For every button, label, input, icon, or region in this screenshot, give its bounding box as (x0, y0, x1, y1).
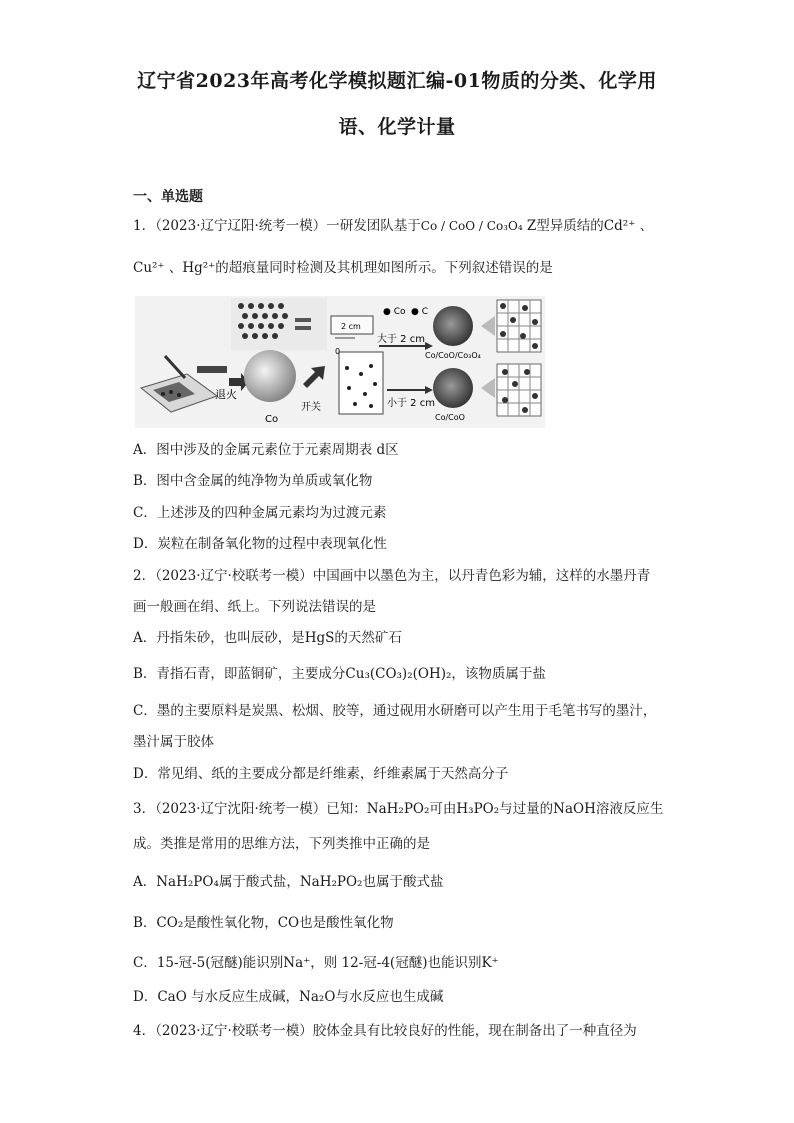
legend-c: ● C (411, 307, 428, 317)
label-zero: 0 (335, 347, 341, 356)
label-product-2: Co/CoO (435, 413, 465, 422)
question-2-stem-line-2: 画一般画在绢、纸上。下列说法错误的是 (133, 599, 376, 615)
product-particle-2-icon (433, 368, 473, 408)
question-3-stem-line-2: 成。类推是常用的思维方法，下列类推中正确的是 (133, 836, 430, 852)
q3-option-b: B．CO₂是酸性氧化物，CO也是酸性氧化物 (133, 915, 394, 931)
q2-option-c: C．墨的主要原料是炭黑、松烟、胶等，通过砚用水研磨可以产生用于毛笔书写的墨汁， (133, 703, 657, 719)
q2-option-c-continued: 墨汁属于胶体 (133, 734, 214, 750)
label-less-than-2cm: 小于 2 cm (387, 398, 435, 409)
q1-option-a: A．图中涉及的金属元素位于元素周期表 d区 (133, 442, 399, 458)
label-switch: 开关 (301, 402, 321, 413)
document-title-line-1: 辽宁省2023年高考化学模拟题汇编-01物质的分类、化学用 (137, 70, 657, 92)
q2-option-d: D．常见绢、纸的主要成分都是纤维素，纤维素属于天然高分子 (133, 766, 509, 782)
mechanism-figure (135, 296, 545, 428)
label-2cm: 2 cm (341, 322, 361, 331)
q1-option-c: C．上述涉及的四种金属元素均为过渡元素 (133, 505, 387, 521)
question-1-stem-line-2: Cu²⁺ 、Hg²⁺的超痕量同时检测及其机理如图所示。下列叙述错误的是 (133, 260, 553, 276)
product-particle-1-icon (433, 306, 473, 346)
q2-option-a: A．丹指朱砂，也叫辰砂，是HgS的天然矿石 (133, 630, 402, 646)
q1-stem-b: Z型异质结的Cd²⁺ 、 (522, 218, 654, 234)
q3-option-a: A．NaH₂PO₄属于酸式盐，NaH₂PO₂也属于酸式盐 (133, 874, 444, 890)
q1-option-d: D．炭粒在制备氧化物的过程中表现氧化性 (133, 536, 387, 552)
q2-option-b: B．青指石青，即蓝铜矿，主要成分Cu₃(CO₃)₂(OH)₂，该物质属于盐 (133, 666, 546, 682)
q1-option-b: B．图中含金属的纯净物为单质或氧化物 (133, 473, 373, 489)
document-title-line-2: 语、化学计量 (338, 116, 456, 138)
question-1-stem-line-1 (133, 216, 653, 236)
q1-formula: Co / CoO / Co₃O₄ (420, 219, 523, 233)
lattice-pattern-left (231, 298, 327, 350)
label-co: Co (265, 414, 279, 425)
q3-option-d: D．CaO 与水反应生成碱，Na₂O与水反应也生成碱 (133, 989, 444, 1005)
question-3-stem-line-1: 3．（2023·辽宁沈阳·统考一模）已知：NaH₂PO₂可由H₃PO₂与过量的NaOH溶液反应生 (133, 801, 664, 817)
co-sphere-icon (244, 350, 296, 402)
legend-co: ● Co (383, 307, 406, 317)
label-anneal: 退火 (215, 388, 237, 401)
section-heading: 一、单选题 (133, 189, 203, 205)
heating-element-icon (197, 366, 227, 373)
label-product-1: Co/CoO/Co₃O₄ (425, 351, 481, 360)
question-2-stem-line-1: 2．（2023·辽宁·校联考一模）中国画中以墨色为主，以丹青色彩为辅，这样的水墨丹青 (133, 568, 651, 584)
question-4-stem-line-1: 4．（2023·辽宁·校联考一模）胶体金具有比较良好的性能，现在制备出了一种直径为 (133, 1023, 637, 1039)
label-greater-than-2cm: 大于 2 cm (377, 334, 425, 345)
q1-stem-a: 1．（2023·辽宁辽阳·统考一模）一研发团队基于 (133, 218, 421, 234)
q3-option-c: C．15-冠-5(冠醚)能识别Na⁺，则 12-冠-4(冠醚)也能识别K⁺ (133, 955, 499, 971)
